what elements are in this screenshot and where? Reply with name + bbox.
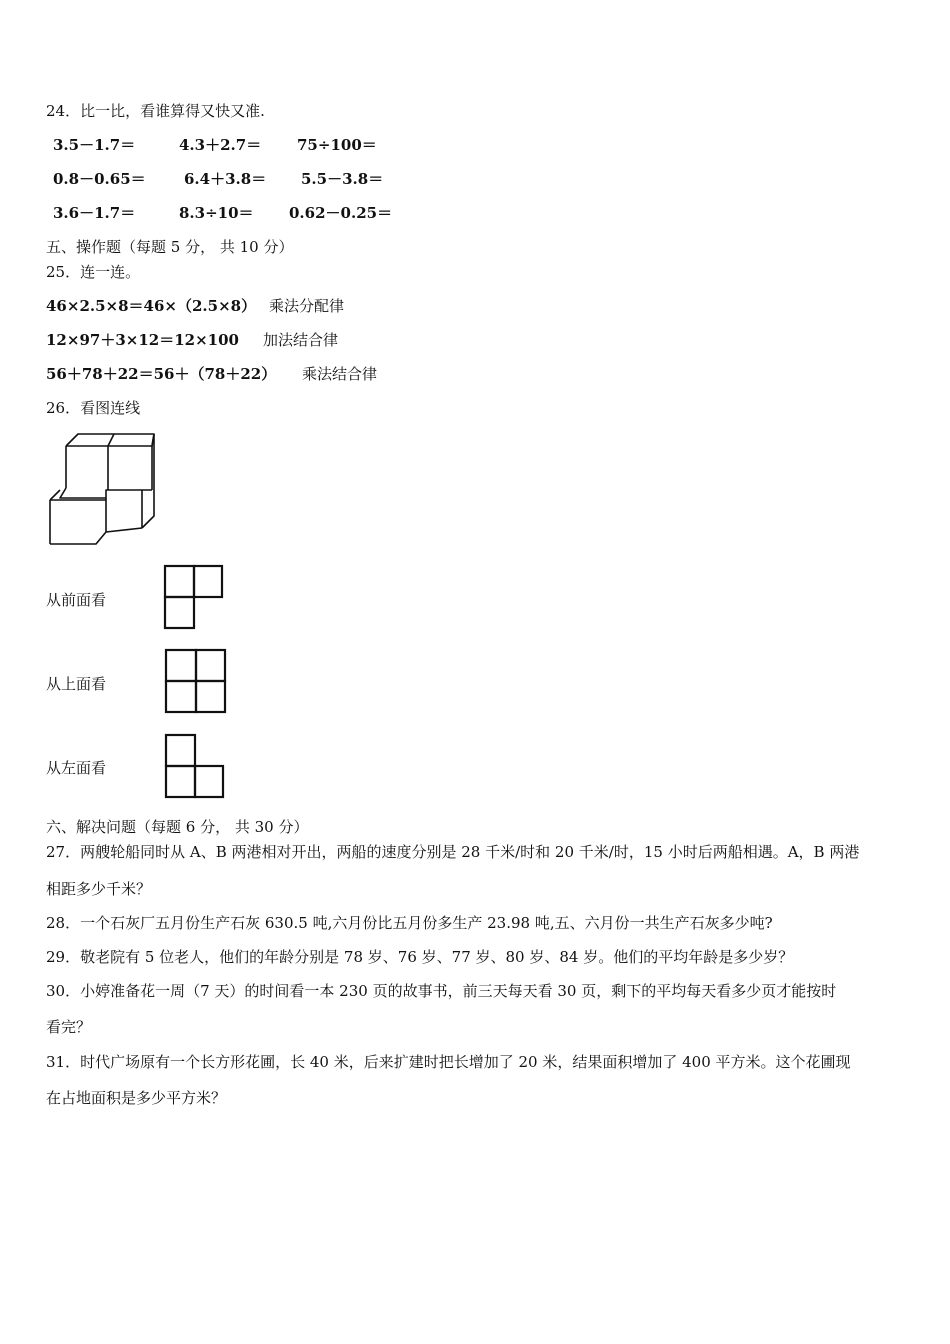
q27-line2: 相距多少千米？ [46, 880, 152, 898]
q24-r1-c3: 75÷100＝ [297, 136, 377, 154]
q25-title: 25．连一连。 [46, 263, 141, 281]
q24-r2-c3: 5.5－3.8＝ [301, 170, 384, 188]
q24-r2-c1: 0.8－0.65＝ [53, 170, 146, 188]
q27-line1: 27．两艘轮船同时从 A、B 两港相对开出，两船的速度分别是 28 千米/时和 20 千米/时，15 小时后两船相遇。A，B 两港 [46, 843, 860, 861]
q25-expr-1: 46×2.5×8＝46×（2.5×8） [46, 297, 257, 315]
q24-r1-c1: 3.5－1.7＝ [53, 136, 136, 154]
q24-r3-c3: 0.62－0.25＝ [289, 204, 393, 222]
view-shape-top [164, 648, 228, 714]
q31-line2: 在占地面积是多少平方米？ [46, 1089, 227, 1107]
q24-r3-c2: 8.3÷10＝ [179, 204, 254, 222]
view-label-left: 从左面看 [46, 759, 107, 777]
q30-line1: 30．小婷准备花一周（7 天）的时间看一本 230 页的故事书，前三天每天看 30 页，剩下的平均每天看多少页才能按时 [46, 982, 837, 1000]
q28-text: 28．一个石灰厂五月份生产石灰 630.5 吨,六月份比五月份多生产 23.98 吨,五、六月份一共生产石灰多少吨? [46, 914, 773, 932]
q29-text: 29．敬老院有 5 位老人，他们的年龄分别是 78 岁、76 岁、77 岁、80 岁、84 岁。他们的平均年龄是多少岁？ [46, 948, 794, 966]
q26-title: 26．看图连线 [46, 399, 141, 417]
q30-line2: 看完？ [46, 1018, 92, 1036]
q24-r1-c2: 4.3＋2.7＝ [179, 136, 262, 154]
q24-r2-c2: 6.4＋3.8＝ [184, 170, 267, 188]
view-shape-front [163, 564, 225, 630]
q24-title: 24．比一比，看谁算得又快又准. [46, 102, 265, 120]
view-shape-left [164, 733, 226, 799]
view-label-top: 从上面看 [46, 675, 107, 693]
section5-heading: 五、操作题（每题 5 分， 共 10 分） [46, 238, 294, 256]
q24-r3-c1: 3.6－1.7＝ [53, 204, 136, 222]
q31-line1: 31．时代广场原有一个长方形花圃，长 40 米，后来扩建时把长增加了 20 米，结果面积增加了 400 平方米。这个花圃现 [46, 1053, 851, 1071]
cube-stack-figure [44, 428, 158, 550]
q25-expr-3: 56＋78＋22＝56＋（78＋22） [46, 365, 277, 383]
q25-law-2: 加法结合律 [263, 331, 339, 349]
section6-heading: 六、解决问题（每题 6 分， 共 30 分） [46, 818, 309, 836]
q25-law-1: 乘法分配律 [269, 297, 345, 315]
q25-law-3: 乘法结合律 [302, 365, 378, 383]
q25-expr-2: 12×97＋3×12＝12×100 [46, 331, 239, 349]
view-label-front: 从前面看 [46, 591, 107, 609]
